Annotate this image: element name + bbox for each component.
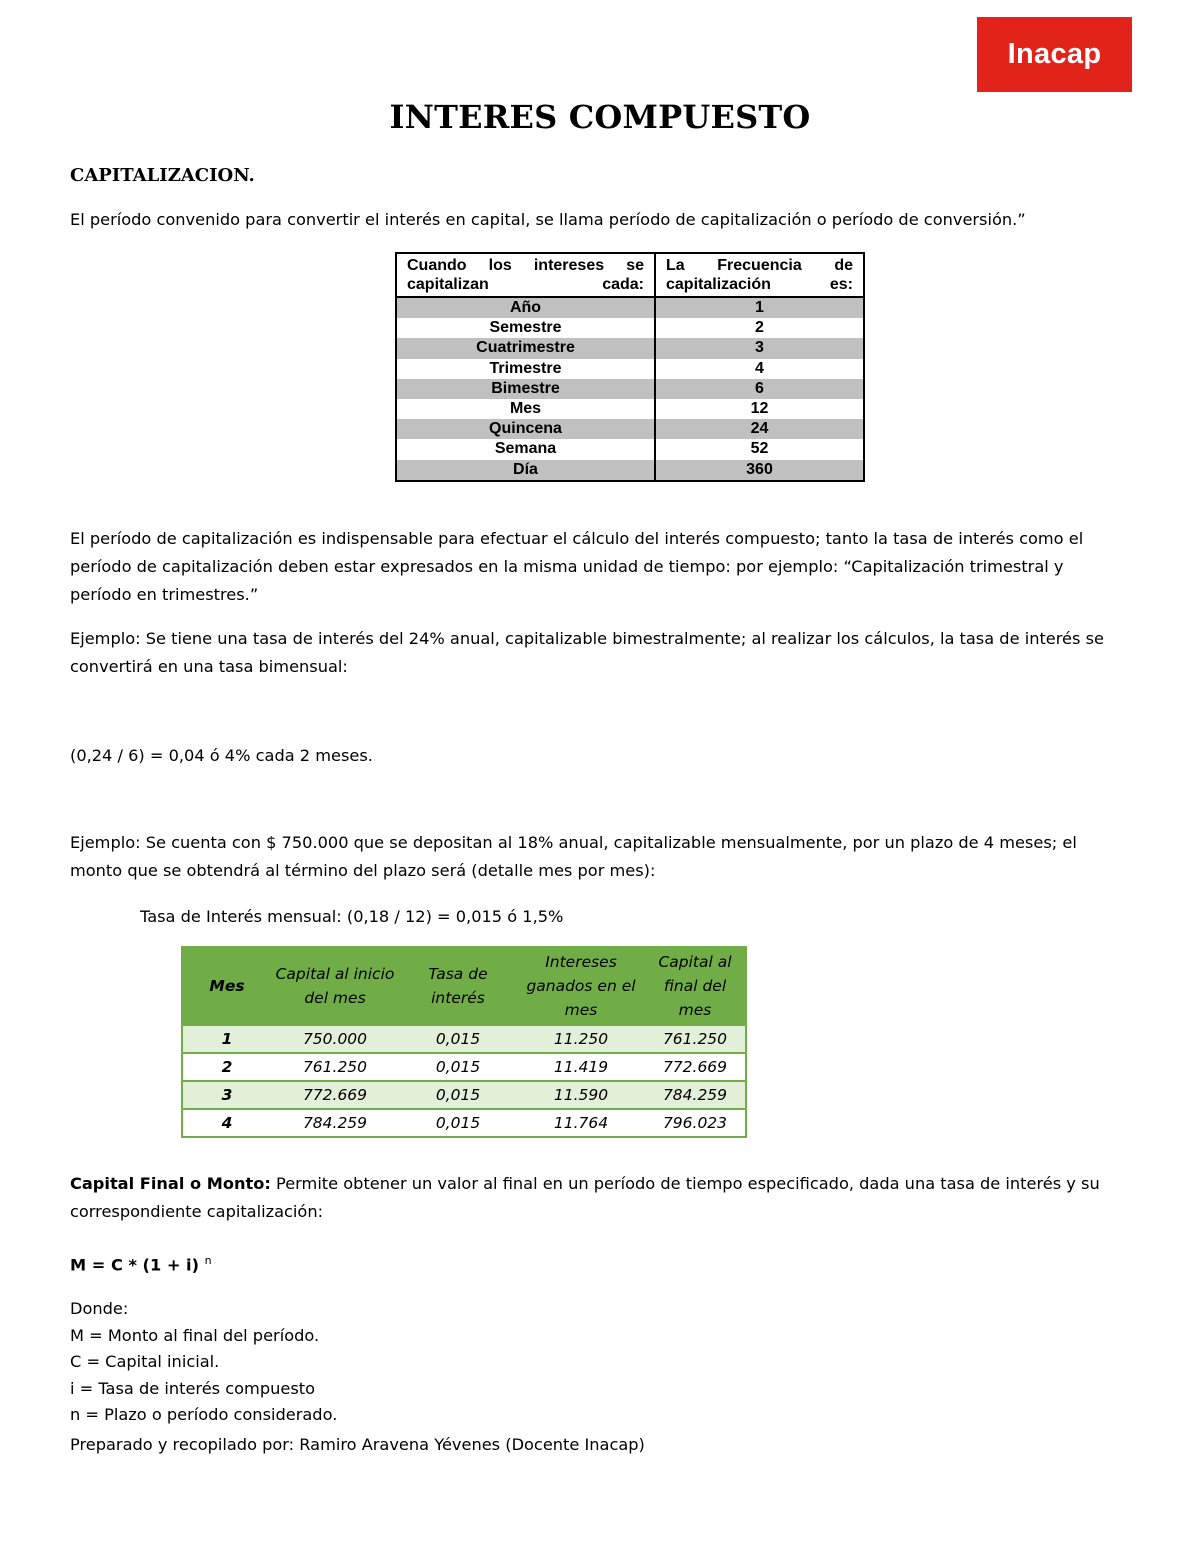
header-tasa: Tasa de interés: [399, 947, 517, 1025]
definitions-block: [70, 1296, 1130, 1429]
frequency-cell: 52: [750, 440, 769, 458]
table-row: [396, 297, 864, 318]
table-row: [182, 1053, 746, 1081]
table-row: [396, 399, 864, 419]
table-row: [396, 318, 864, 338]
capital-inicio-cell: 784.259: [271, 1109, 399, 1137]
frequency-header-frequency: La Frecuencia de capitalización es:: [655, 253, 864, 297]
intereses-cell: 11.764: [517, 1109, 645, 1137]
header-capital-inicio: Capital al inicio del mes: [271, 947, 399, 1025]
mes-cell: 2: [182, 1053, 271, 1081]
footer-credit: Preparado y recopilado por: Ramiro Aravena Yévenes (Docente Inacap): [70, 1435, 645, 1454]
capital-final-cell: 796.023: [645, 1109, 746, 1137]
period-cell: Día: [396, 460, 655, 481]
period-cell: Trimestre: [396, 359, 655, 379]
table-row: [396, 338, 864, 358]
inacap-logo: [977, 17, 1132, 92]
table-row: [396, 379, 864, 399]
frequency-cell: 1: [655, 297, 864, 318]
frequency-header-period: Cuando los intereses se capitalizan cada:: [396, 253, 655, 297]
capital-final-cell: 784.259: [645, 1081, 746, 1109]
frequency-cell: 3: [655, 338, 864, 358]
monto-formula: [70, 1247, 1130, 1279]
frequency-cell: 2: [755, 319, 764, 337]
intereses-cell: 11.250: [517, 1025, 645, 1053]
tasa-cell: 0,015: [399, 1053, 517, 1081]
example-one-paragraph: Ejemplo: Se tiene una tasa de interés del 24% anual, capitalizable bimestralmente; al realizar los cálculos, la tasa de interés se convertirá en una tasa bimensual:: [70, 629, 1104, 676]
frequency-cell: 6: [655, 379, 864, 399]
section-heading: CAPITALIZACION.: [70, 165, 255, 186]
definition-item: C = Capital inicial.: [70, 1352, 220, 1371]
intereses-cell: 11.419: [517, 1053, 645, 1081]
capital-final-paragraph: [70, 1170, 1130, 1226]
definition-item: M = Monto al final del período.: [70, 1325, 320, 1345]
capital-final-cell: 761.250: [645, 1025, 746, 1053]
table-row: [396, 419, 864, 439]
frequency-cell: 12: [750, 400, 769, 418]
period-cell: Quincena: [396, 419, 655, 439]
frequency-cell: 360: [655, 460, 864, 481]
frequency-cell: 24: [655, 419, 864, 439]
table-row: [182, 1081, 746, 1109]
intro-paragraph: El período convenido para convertir el interés en capital, se llama período de capitalización o período de conversión.”: [70, 210, 1026, 229]
monto-formula-base: M = C * (1 + i): [70, 1255, 200, 1275]
example-one-formula: (0,24 / 6) = 0,04 ó 4% cada 2 meses.: [70, 746, 373, 765]
page-title: INTERES COMPUESTO: [389, 98, 811, 136]
period-cell: Semestre: [396, 318, 655, 338]
period-cell: Mes: [396, 399, 655, 419]
table-row: [396, 439, 864, 459]
tasa-cell: 0,015: [399, 1025, 517, 1053]
logo-text: Inacap: [1007, 38, 1102, 70]
frequency-table: [395, 252, 865, 482]
mes-cell: 1: [182, 1025, 271, 1053]
monthly-header-row: [182, 947, 746, 1025]
definition-item: n = Plazo o período considerado.: [70, 1405, 338, 1424]
capital-final-label: Capital Final o Monto:: [70, 1174, 271, 1193]
table-row: [182, 1025, 746, 1053]
definition-item: i = Tasa de interés compuesto: [70, 1378, 316, 1398]
capital-inicio-cell: 750.000: [271, 1025, 399, 1053]
capital-final-text: Permite obtener un valor al final en un período de tiempo especificado, dada una tasa de interés y su correspondiente capitalización:: [70, 1174, 1100, 1221]
frequency-cell: 4: [755, 359, 764, 377]
table-row: [182, 1109, 746, 1137]
period-cell: Cuatrimestre: [396, 338, 655, 358]
intereses-cell: 11.590: [517, 1081, 645, 1109]
capital-inicio-cell: 761.250: [271, 1053, 399, 1081]
period-cell: Semana: [396, 439, 655, 459]
capital-final-cell: 772.669: [645, 1053, 746, 1081]
monthly-rate-line: Tasa de Interés mensual: (0,18 / 12) = 0,015 ó 1,5%: [140, 907, 564, 926]
monto-formula-exponent: n: [204, 1254, 212, 1267]
table-row: [396, 460, 864, 481]
capitalization-paragraph: El período de capitalización es indispensable para efectuar el cálculo del interés compuesto; tanto la tasa de interés como el período de capitalización deben estar expresados en la misma unidad de tiempo: por ejemplo: “Capitalización trimestral y período en trimestres.”: [70, 529, 1084, 604]
tasa-cell: 0,015: [399, 1081, 517, 1109]
frequency-header-row: [396, 253, 864, 297]
mes-cell: 4: [182, 1109, 271, 1137]
capital-inicio-cell: 772.669: [271, 1081, 399, 1109]
tasa-cell: 0,015: [399, 1109, 517, 1137]
monthly-detail-table: [181, 946, 747, 1138]
header-capital-final: Capital al final del mes: [645, 947, 746, 1025]
table-row: [396, 359, 864, 379]
period-cell: Bimestre: [396, 379, 655, 399]
period-cell: Año: [396, 297, 655, 318]
header-intereses: Intereses ganados en el mes: [517, 947, 645, 1025]
example-two-paragraph: Ejemplo: Se cuenta con $ 750.000 que se depositan al 18% anual, capitalizable mensualmente, por un plazo de 4 meses; el monto que se obtendrá al término del plazo será (detalle mes por mes):: [70, 833, 1077, 880]
header-mes: Mes: [182, 947, 271, 1025]
donde-label: Donde:: [70, 1299, 129, 1318]
mes-cell: 3: [182, 1081, 271, 1109]
